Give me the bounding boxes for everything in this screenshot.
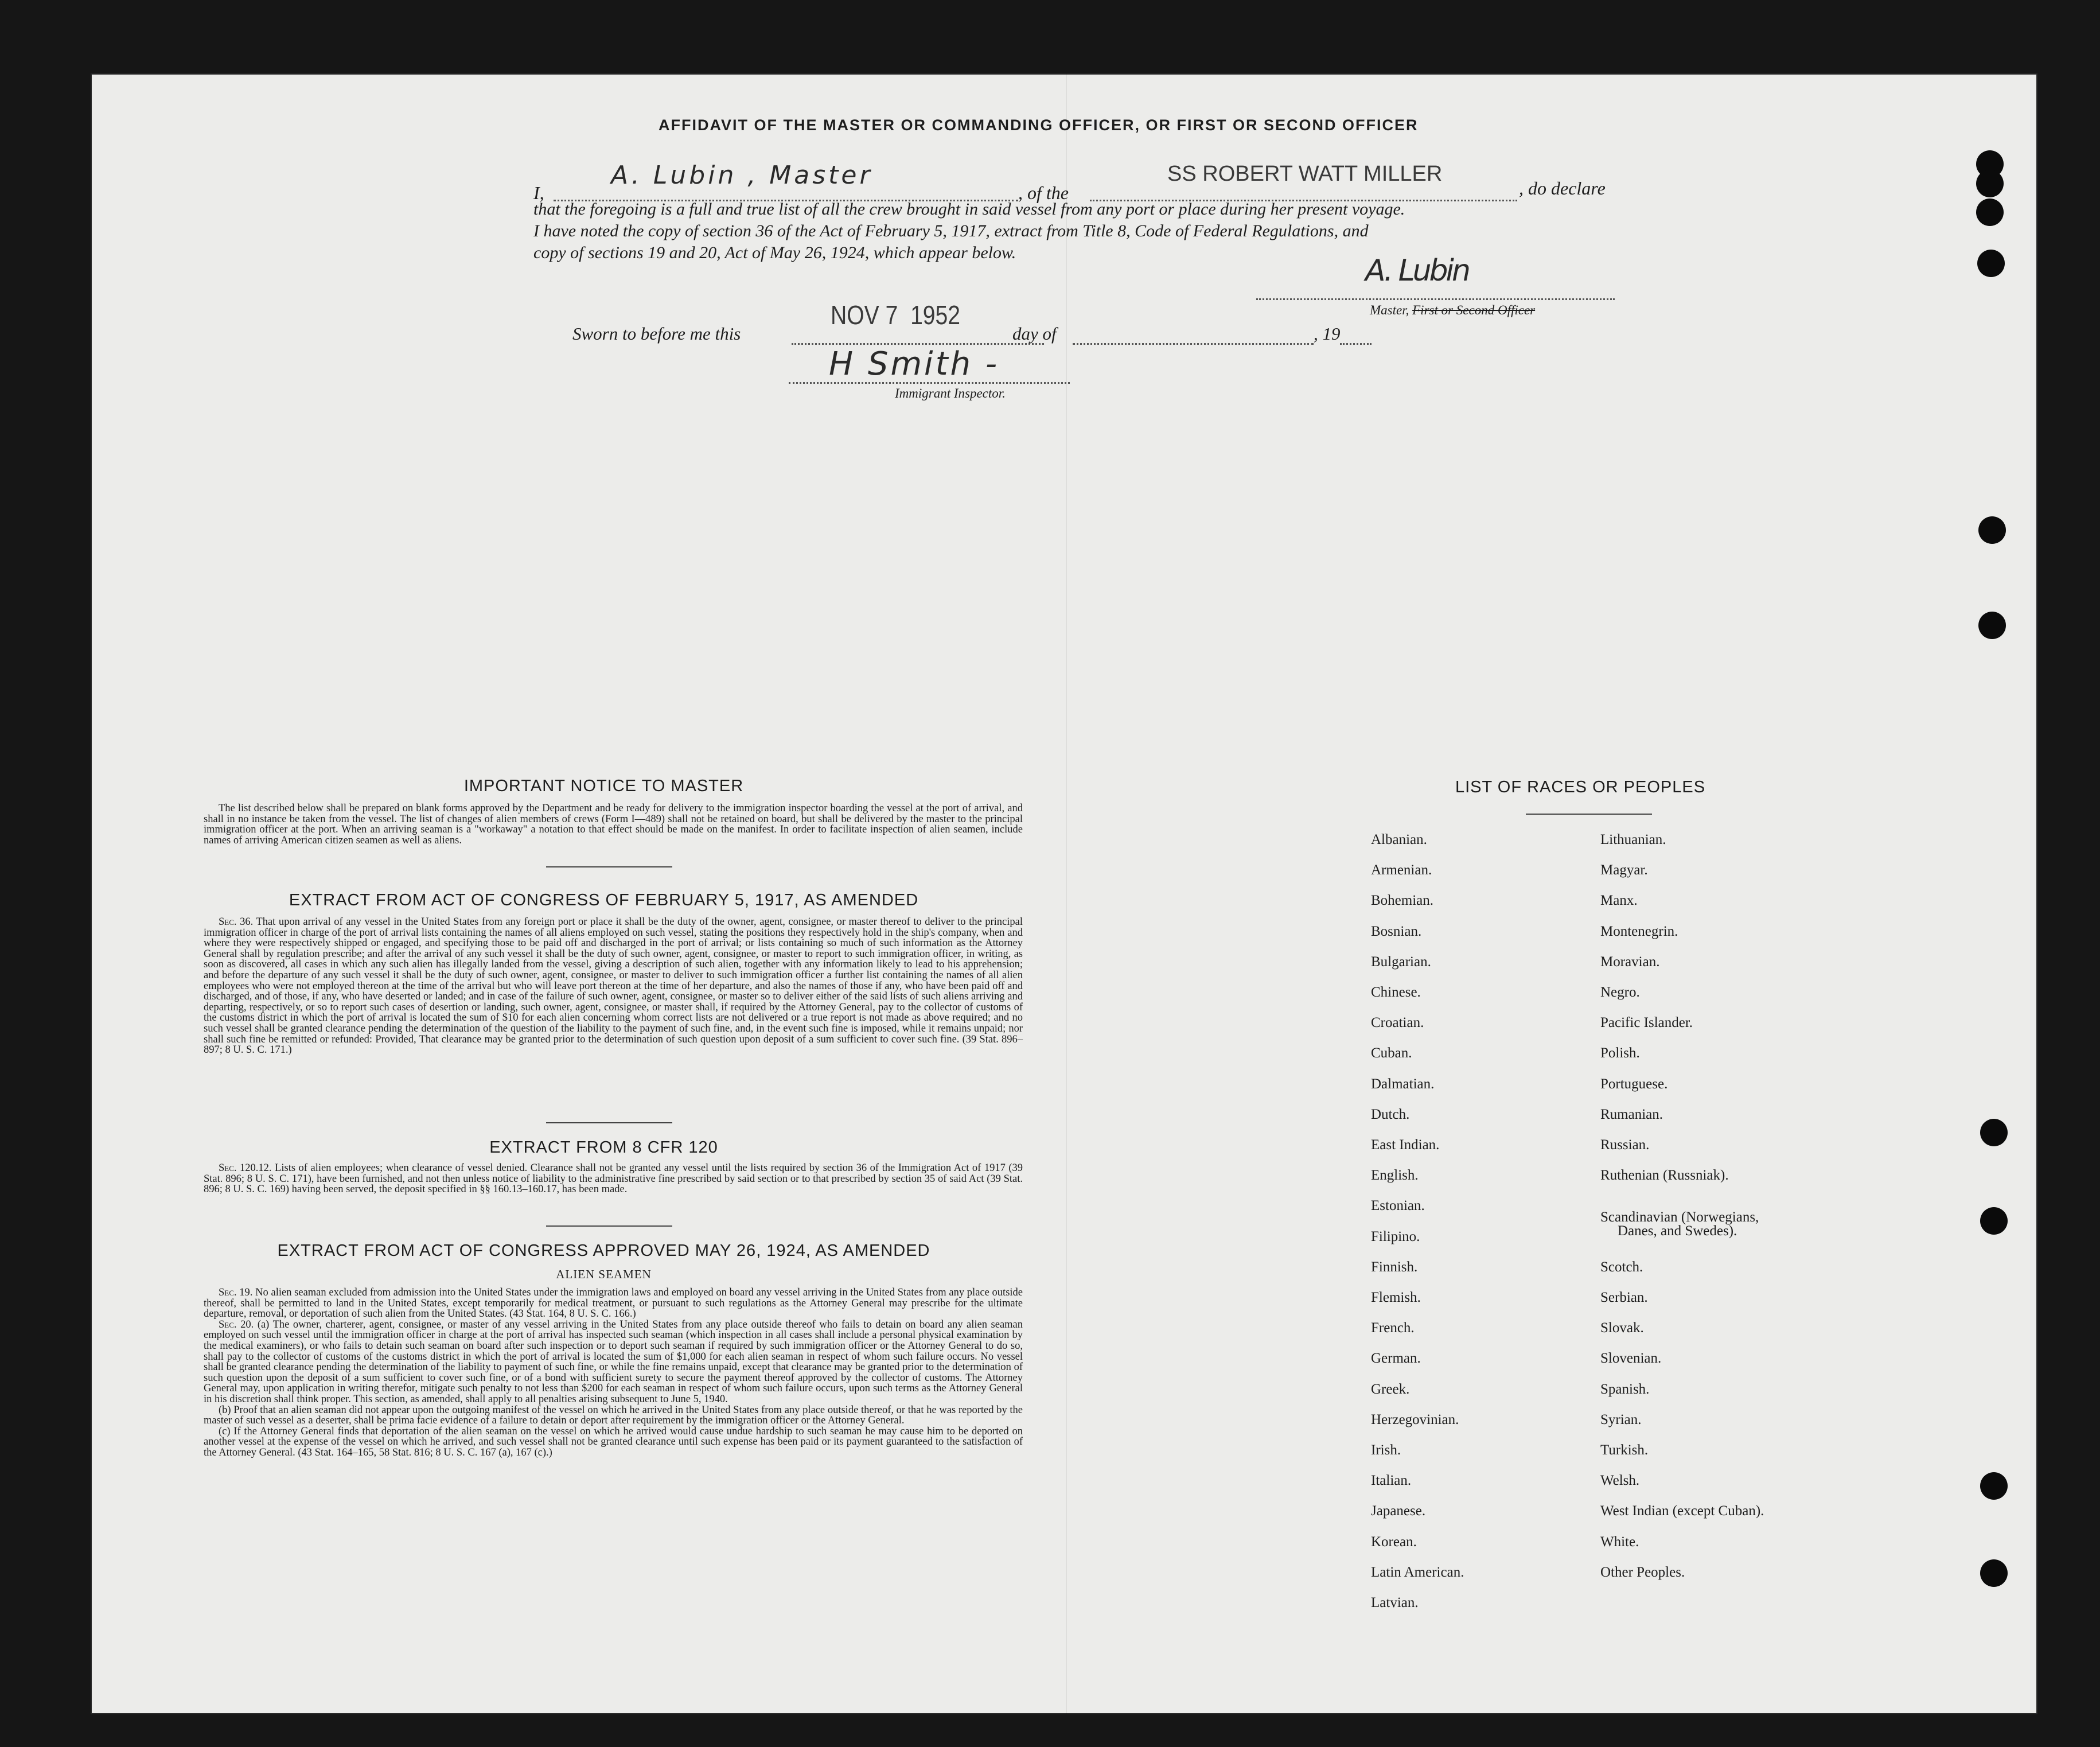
section-divider xyxy=(546,1225,672,1227)
punch-hole xyxy=(1978,516,2006,544)
race-item: French. xyxy=(1371,1320,1415,1336)
inspector-label: Immigrant Inspector. xyxy=(895,386,1006,400)
race-item: English. xyxy=(1371,1168,1419,1184)
race-item: Portuguese. xyxy=(1600,1076,1668,1092)
sworn-date-line xyxy=(792,343,1044,345)
races-title: LIST OF RACES OR PEOPLES xyxy=(1455,778,1706,796)
race-item: Korean. xyxy=(1371,1534,1417,1550)
race-item: Chinese. xyxy=(1371,985,1421,1000)
punch-hole xyxy=(1980,1119,2008,1146)
races-title-rule xyxy=(1526,814,1652,815)
sec-36-label: Sec. 36. xyxy=(219,916,254,928)
race-item: Greek. xyxy=(1371,1381,1410,1397)
race-item: Rumanian. xyxy=(1600,1106,1663,1122)
race-item: Albanian. xyxy=(1371,832,1427,847)
punch-hole xyxy=(1978,612,2006,639)
year-suffix: , 19 xyxy=(1314,324,1341,344)
race-item: Polish. xyxy=(1600,1045,1640,1061)
extract-1917-text xyxy=(204,917,1023,1056)
race-item: Irish. xyxy=(1371,1442,1401,1458)
month-line xyxy=(1073,343,1314,345)
punch-hole xyxy=(1980,1207,2008,1235)
race-item: Latin American. xyxy=(1371,1564,1464,1580)
race-item: Dutch. xyxy=(1371,1106,1410,1122)
affidavit-i-prefix: I, xyxy=(533,182,544,203)
race-item: Filipino. xyxy=(1371,1228,1420,1244)
race-item: Serbian. xyxy=(1600,1290,1648,1305)
race-item: Latvian. xyxy=(1371,1595,1419,1610)
race-item: Russian. xyxy=(1600,1137,1650,1153)
vessel-name[interactable]: SS ROBERT WATT MILLER xyxy=(1167,162,1443,186)
sworn-prefix: Sworn to before me this xyxy=(572,324,741,344)
race-item: Slovenian. xyxy=(1600,1351,1662,1367)
race-item: Negro. xyxy=(1600,985,1640,1000)
punch-hole xyxy=(1980,1559,2008,1587)
sec-120-12-label: Sec. 120.12. xyxy=(219,1162,272,1174)
race-item: Spanish. xyxy=(1600,1381,1650,1397)
race-item: Japanese. xyxy=(1371,1503,1426,1519)
sec-20a-body: (a) The owner, charterer, agent, consignee, or master of any vessel arriving in the United States from any place outside thereof who fails to detain on board any alien seaman employed on such vessel until the immigration officer in charge at the port of arrival has inspected such seaman (which inspection in all cases shall include a personal physical examination by the medical examiners), or who fails to detain such seaman on board after such inspection or to deport such seaman if required by such immigration officer or the Attorney General to do so, shall pay to the collector of customs of the customs district in which the port of arrival is located the sum of $1,000 for each alien seaman in respect of whom such failure occurs. No vessel shall be granted clearance pending the determination of the liability to payment of such fine, or while the fine remains unpaid, except that clearance may be granted prior to the determination of such question upon the deposit of a sum sufficient to cover such fine, or of a bond with sufficient surety to secure the payment thereof approved by the collector of customs. The Attorney General may, upon application in writing therefor, mitigate such penalty to not less than $200 for each seaman in respect of whom such failure occurs, upon such terms as the Attorney General in his discretion shall think proper. This section, as amended, shall apply to all penalties arising subsequent to June 5, 1940. xyxy=(204,1318,1023,1405)
punch-hole xyxy=(1980,1472,2008,1500)
punch-hole xyxy=(1976,170,2004,197)
extract-1924-text xyxy=(204,1287,1023,1458)
page-fold xyxy=(1066,73,1067,1714)
affidavit-line-4: copy of sections 19 and 20, Act of May 26, 1924, which appear below. xyxy=(533,243,1016,262)
race-item: Croatian. xyxy=(1371,1015,1424,1031)
inspector-signature-line xyxy=(789,382,1070,384)
sec-19-body: No alien seaman excluded from admission into the United States under the immigration laws and employed on board any vessel arriving in the United States from any place outside thereof, shall be permitted to land in the United States, except temporarily for medical treatment, or pursuant to such regulations as the Attorney General may prescribe for the ultimate departure, removal, or deportation of such alien from the United States. (43 Stat. 164, 8 U. S. C. 166.) xyxy=(204,1287,1023,1320)
master-label xyxy=(1370,303,1535,318)
race-item: Finnish. xyxy=(1371,1259,1418,1275)
master-label-text: Master, xyxy=(1370,303,1409,317)
notice-title: IMPORTANT NOTICE TO MASTER xyxy=(463,777,744,795)
master-signature[interactable]: A. Lubin xyxy=(1365,254,1468,288)
race-item: Magyar. xyxy=(1600,862,1648,878)
year-line xyxy=(1340,343,1372,345)
sec-36-body: That upon arrival of any vessel in the United States from any foreign port or place it shall be the duty of the owner, agent, consignee, or master thereof to deliver to the principal immigration officer in charge of the port of arrival lists containing the names of all aliens employed on such vessel, stating the positions they respectively hold in the ship's company, when and where they were respectively shipped or engaged, and specifying those to be paid off and discharged in the port of arrival; or lists containing so much of such information as the Attorney General shall by regulation prescribe; and after the arrival of any such vessel it shall be the duty of such owner, agent, consignee, or master to report to such immigration officer, in writing, as soon as discovered, all cases in which any such alien has illegally landed from the vessel, giving a description of such alien, together with any information likely to lead to his apprehension; and before the departure of any such vessel it shall be the duty of such owner, agent, consignee, or master to deliver to such immigration officer a further list containing the names of all alien employees who were not employed thereon at the time of the arrival but who will leave port thereon at the time of her departure, and also the names of those if any, who have been paid off and discharged, and of those, if any, who have deserted or landed; and in case of the failure of such owner, agent, consignee, or master so to deliver either of the said lists of such aliens arriving and departing, respectively, or so to report such cases of desertion or landing, such owner, agent, consignee, or master shall, if required by the Attorney General, pay to the collector of customs of the customs district in which the port of arrival is located the sum of $10 for each alien concerning whom correct lists are not delivered or a true report is not made as above required; and no such vessel shall be granted clearance pending the determination of the question of the liability to the payment of such fine, and, in the event such fine is imposed, while it remains unpaid; nor shall such fine be remitted or refunded: Provided, That clearance may be granted prior to the determination of such question upon deposit of a sum sufficient to cover such fine. (39 Stat. 896–897; 8 U. S. C. 171.) xyxy=(204,916,1023,1056)
master-name-handwritten[interactable]: A. Lubin , Master xyxy=(611,161,873,190)
extract-1924-title: EXTRACT FROM ACT OF CONGRESS APPROVED MAY 26, 1924, AS AMENDED xyxy=(277,1242,930,1260)
master-label-struck: First or Second Officer xyxy=(1412,303,1536,317)
race-item: Cuban. xyxy=(1371,1045,1412,1061)
race-item: German. xyxy=(1371,1351,1421,1367)
race-item: Bosnian. xyxy=(1371,923,1422,939)
race-item: Turkish. xyxy=(1600,1442,1649,1458)
race-item: Syrian. xyxy=(1600,1411,1642,1427)
race-item: Welsh. xyxy=(1600,1473,1640,1489)
race-item: Lithuanian. xyxy=(1600,832,1666,847)
section-divider xyxy=(546,866,672,867)
sec-20b-body: (b) Proof that an alien seaman did not appear upon the outgoing manifest of the vessel on which he arrived in the United States from any place outside thereof, or that he was reported by the master of such vessel as a deserter, shall be prima facie evidence of a failure to detain or deport after requirement by the immigration officer or the Attorney General. xyxy=(204,1404,1023,1427)
affidavit-title: AFFIDAVIT OF THE MASTER OR COMMANDING OFFICER, OR FIRST OR SECOND OFFICER xyxy=(659,116,1419,134)
race-item: Scotch. xyxy=(1600,1259,1643,1275)
extract-1924-subtitle: ALIEN SEAMEN xyxy=(556,1267,652,1281)
race-item: Herzegovinian. xyxy=(1371,1411,1459,1427)
sec-20c-body: (c) If the Attorney General finds that deportation of the alien seaman on the vessel on which he arrived would cause undue hardship to such seaman he may cause him to be deported on another vessel at the expense of the vessel on which he arrived, and such vessel shall not be granted clearance until such expense has been paid or its payment guaranteed to the satisfaction of the Attorney General. (43 Stat. 164–165, 58 Stat. 816; 8 U. S. C. 167 (a), 167 (c).) xyxy=(204,1425,1023,1458)
inspector-signature[interactable]: H Smith - xyxy=(829,345,1000,383)
race-item: Manx. xyxy=(1600,893,1638,909)
extract-1917-title: EXTRACT FROM ACT OF CONGRESS OF FEBRUARY 5, 1917, AS AMENDED xyxy=(289,891,919,909)
race-item: Slovak. xyxy=(1600,1320,1644,1336)
race-item: Danes, and Swedes). xyxy=(1618,1223,1737,1239)
affidavit-line-3: I have noted the copy of section 36 of the Act of February 5, 1917, extract from Title 8, Code of Federal Regulations, and xyxy=(533,221,1369,240)
section-divider xyxy=(546,1122,672,1123)
affidavit-line-2: that the foregoing is a full and true list of all the crew brought in said vessel from any port or place during her present voyage. xyxy=(533,200,1405,219)
race-item: Italian. xyxy=(1371,1473,1412,1489)
affidavit-of-the: , of the xyxy=(1018,182,1069,203)
race-item: Bulgarian. xyxy=(1371,954,1431,970)
punch-hole xyxy=(1977,250,2005,277)
affidavit-do-declare: , do declare xyxy=(1519,178,1606,199)
master-signature-line xyxy=(1256,298,1615,300)
race-item: Other Peoples. xyxy=(1600,1564,1685,1580)
sec-20-label: Sec. 20. xyxy=(219,1318,254,1330)
punch-hole xyxy=(1976,199,2004,226)
race-item: West Indian (except Cuban). xyxy=(1600,1503,1764,1519)
race-item: Moravian. xyxy=(1600,954,1660,970)
race-item: White. xyxy=(1600,1534,1639,1550)
race-item: Ruthenian (Russniak). xyxy=(1600,1168,1729,1184)
race-item: Armenian. xyxy=(1371,862,1432,878)
day-of-label: day of xyxy=(1012,324,1057,344)
notice-text: The list described below shall be prepared on blank forms approved by the Department and be ready for delivery to the immigration inspector boarding the vessel at the port of arrival, and shall in no instance be taken from the vessel. The list of changes of alien members of crews (Form I—489) shall not be retained on board, but shall be delivered by the master to the principal immigration officer at the port. When an arriving seaman is a "workaway" a notation to that effect should be made on the manifest. In order to facilitate inspection of alien seamen, include names of arriving American citizen seamen as well as aliens. xyxy=(204,803,1023,846)
sworn-date-stamp[interactable]: NOV 7 1952 xyxy=(831,300,961,330)
race-item: East Indian. xyxy=(1371,1137,1440,1153)
race-item: Montenegrin. xyxy=(1600,923,1678,939)
race-item: Flemish. xyxy=(1371,1290,1421,1305)
extract-cfr-text xyxy=(204,1163,1023,1195)
race-item: Dalmatian. xyxy=(1371,1076,1435,1092)
extract-cfr-title: EXTRACT FROM 8 CFR 120 xyxy=(489,1138,718,1157)
race-item: Bohemian. xyxy=(1371,893,1434,909)
race-item: Estonian. xyxy=(1371,1198,1425,1214)
sec-120-12-body: Lists of alien employees; when clearance of vessel denied. Clearance shall not be granted any vessel until the lists required by section 36 of the Immigration Act of 1917 (39 Stat. 896; 8 U. S. C. 171), have been furnished, and not then unless notice of liability to the administrative fine prescribed by said section or to that prescribed by section 35 of said Act (39 Stat. 896; 8 U. S. C. 169) having been served, the deposit specified in §§ 160.13–160.17, has been made. xyxy=(204,1162,1023,1196)
race-item: Pacific Islander. xyxy=(1600,1015,1693,1031)
sec-19-label: Sec. 19. xyxy=(219,1287,253,1298)
race-item: Scandinavian (Norwegians, xyxy=(1600,1209,1759,1225)
